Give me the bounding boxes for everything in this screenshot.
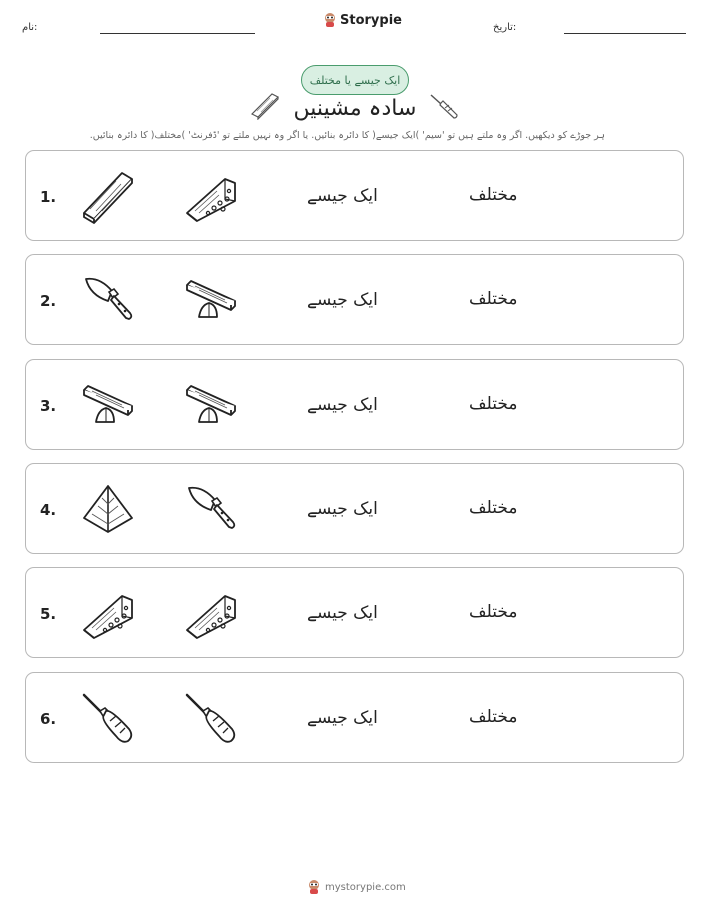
brand-name: Storypie [340, 12, 402, 28]
lever-icon [181, 376, 241, 436]
question-row [25, 567, 684, 658]
lever-icon [181, 271, 241, 331]
option-same[interactable]: ایک جیسے [307, 498, 378, 519]
option-different[interactable]: مختلف [469, 706, 518, 727]
date-label: تاریخ: [493, 22, 517, 33]
name-line[interactable] [100, 33, 255, 34]
option-different[interactable]: مختلف [469, 602, 518, 623]
knife-icon [181, 480, 241, 540]
wedge-icon [181, 584, 241, 644]
option-different[interactable]: مختلف [469, 185, 518, 205]
screwdriver-decoration-icon [428, 92, 460, 120]
option-same[interactable]: ایک جیسے [307, 290, 378, 311]
lever-icon [78, 376, 138, 436]
question-row [25, 254, 684, 345]
knife-icon [78, 271, 138, 331]
option-different[interactable]: مختلف [469, 289, 518, 310]
question-number: 3. [40, 396, 57, 415]
option-different[interactable]: مختلف [469, 393, 518, 414]
option-same[interactable]: ایک جیسے [307, 394, 378, 415]
question-number: 2. [40, 292, 57, 311]
question-row [25, 150, 684, 241]
wedge-icon [78, 584, 138, 644]
screwdriver-icon [78, 689, 138, 749]
screwdriver-icon [181, 689, 241, 749]
question-row [25, 359, 684, 450]
name-label: نام: [22, 22, 38, 33]
question-row [25, 672, 684, 763]
instructions: ہر جوڑے کو دیکھیں. اگر وہ ملتے ہیں تو 'سیم' )ایک جیسے( کا دائرہ بنائیں. یا اگر وہ نہیں ملتے تو 'ڈفرنٹ' )مختلف( کا دائرہ بنائیں. [89, 130, 605, 141]
storypie-mascot-icon [323, 12, 337, 28]
brand-logo [323, 12, 402, 28]
page-title: سادہ مشینیں [293, 96, 417, 121]
pyramid-icon [78, 480, 138, 540]
question-row [25, 463, 684, 554]
question-number: 5. [40, 605, 57, 624]
footer-url: mystorypie.com [325, 881, 406, 893]
question-number: 4. [40, 500, 57, 519]
option-same[interactable]: ایک جیسے [307, 603, 378, 624]
option-same[interactable]: ایک جیسے [307, 707, 378, 728]
topic-badge: ایک جیسے یا مختلف [301, 65, 409, 95]
question-number: 6. [40, 709, 57, 728]
plank-icon [78, 167, 138, 227]
plank-decoration-icon [250, 92, 282, 120]
storypie-mascot-icon [307, 879, 321, 895]
wedge-icon [181, 167, 241, 227]
date-line[interactable] [564, 33, 686, 34]
option-different[interactable]: مختلف [469, 497, 518, 518]
option-same[interactable]: ایک جیسے [307, 186, 378, 206]
footer [307, 879, 406, 895]
question-number: 1. [40, 188, 57, 206]
